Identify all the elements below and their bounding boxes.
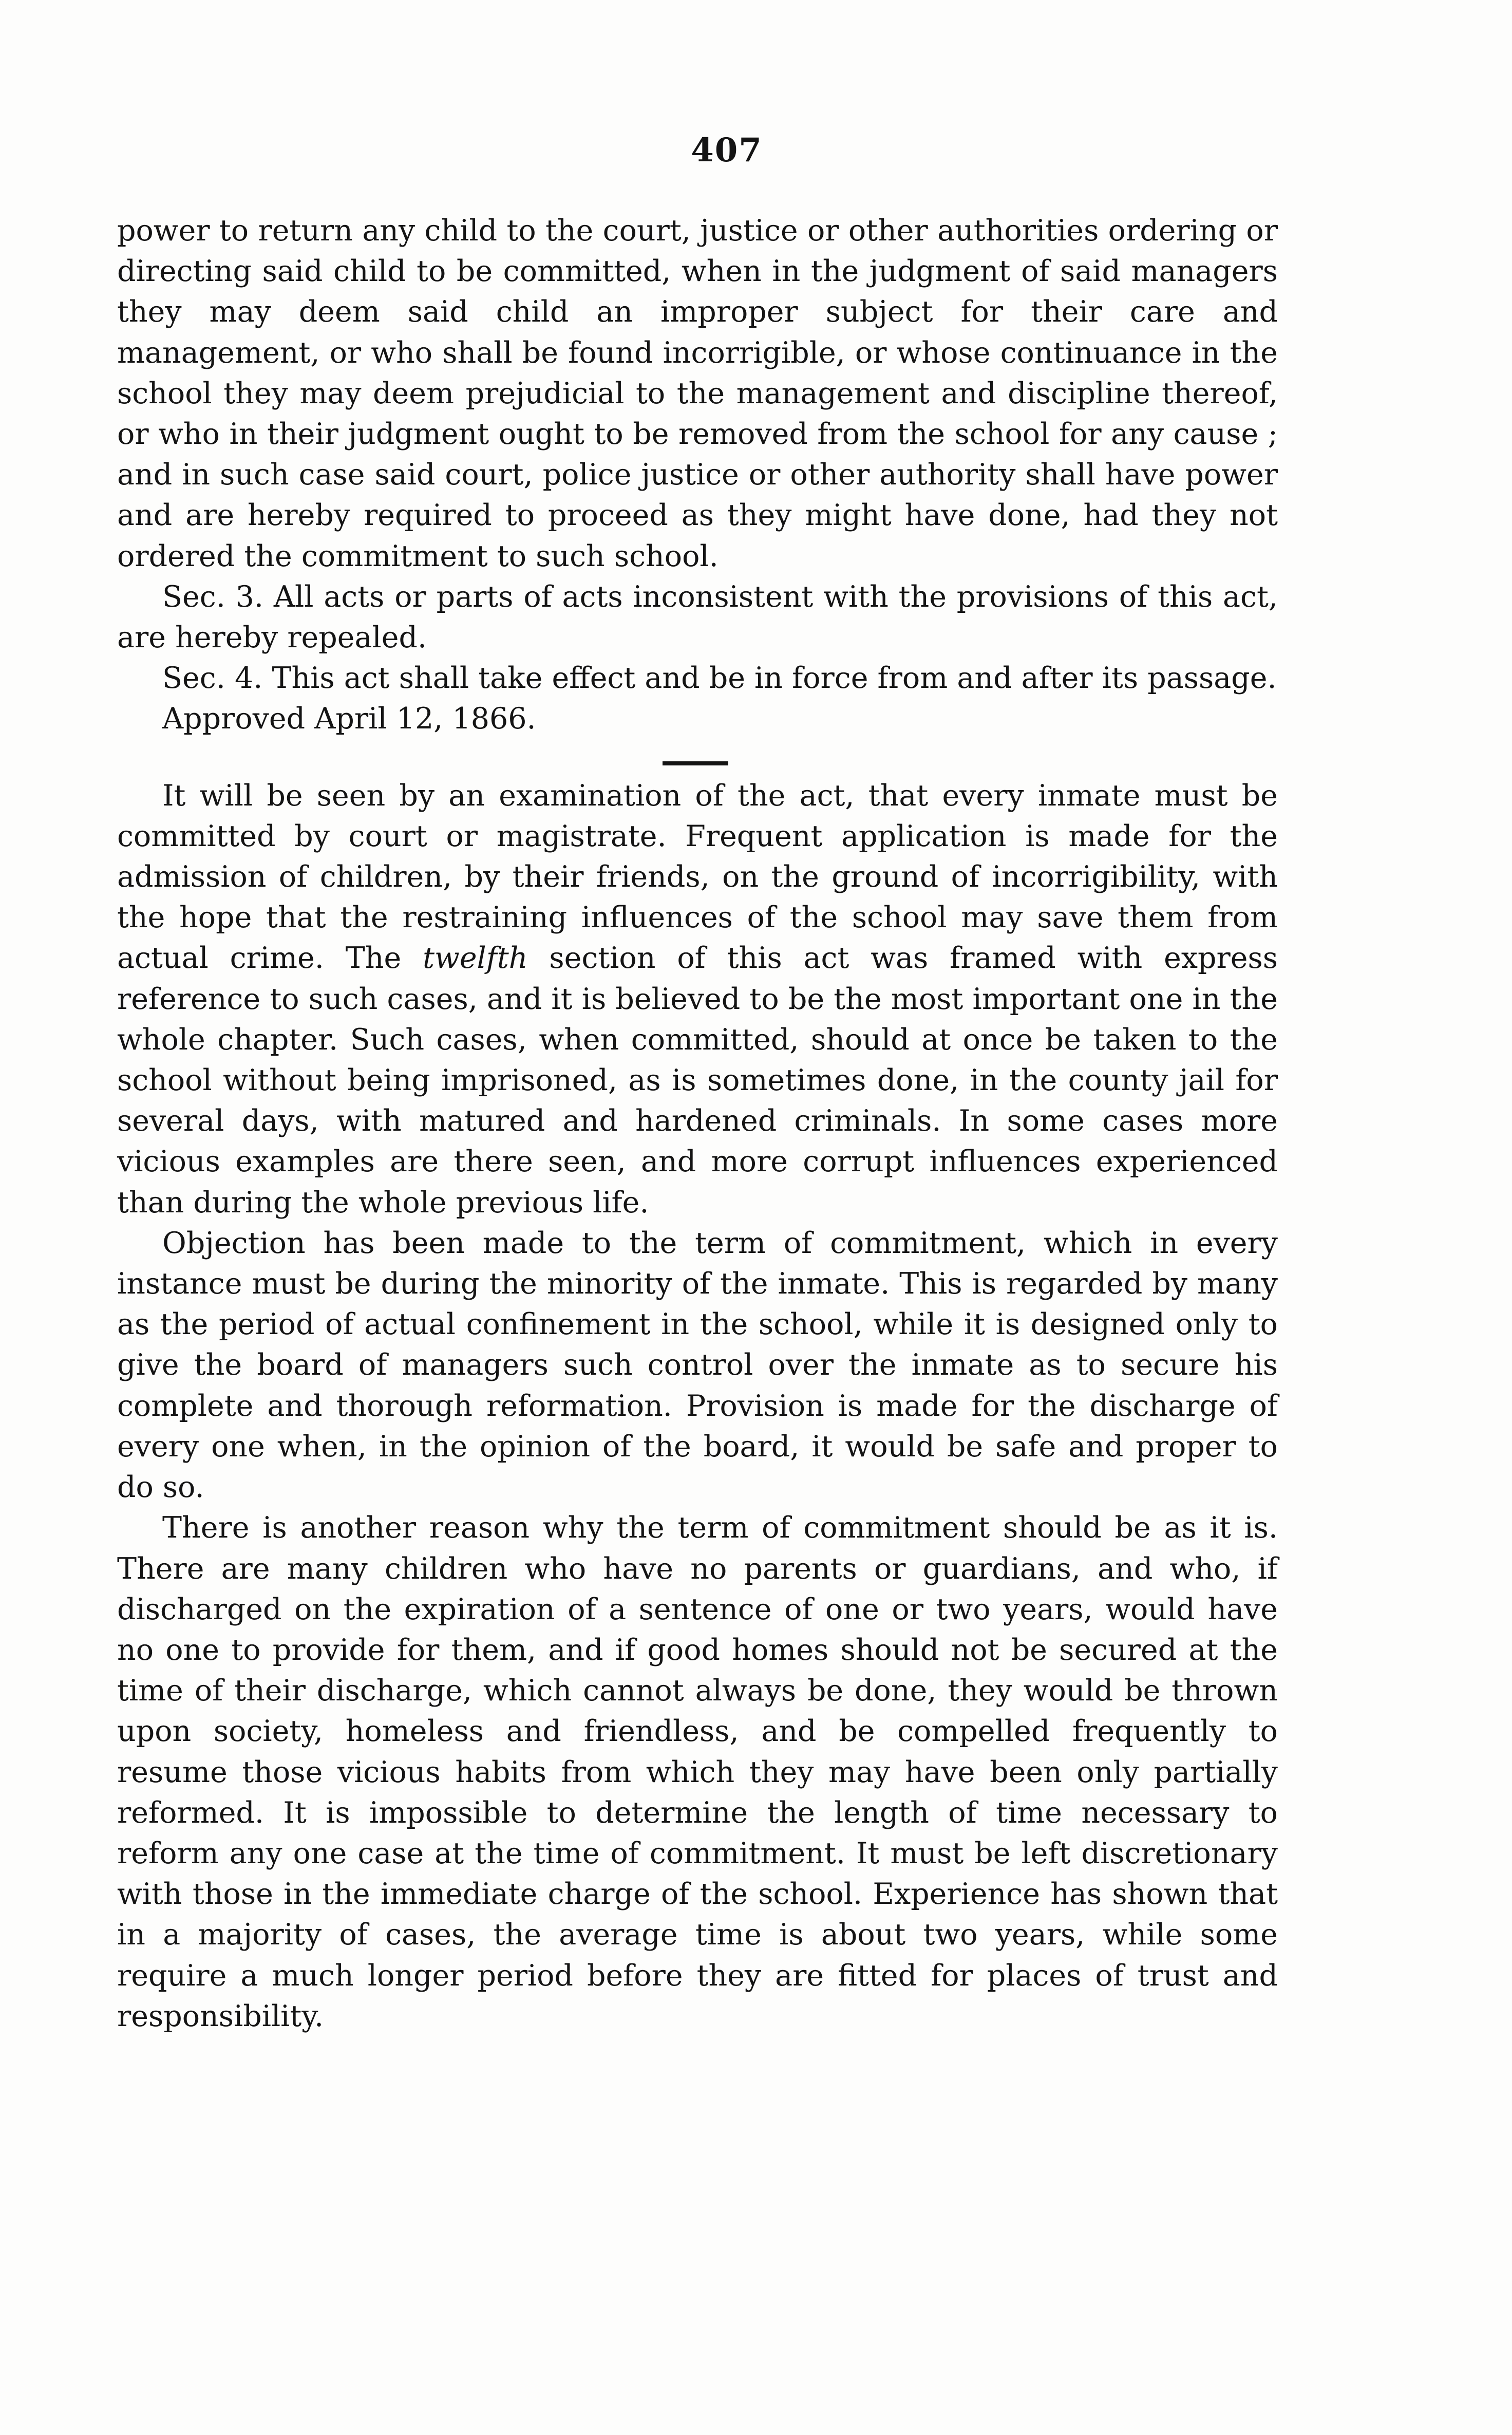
commentary-paragraph-2: Objection has been made to the term of commitment, which in every instance must be during the minority of the inmate. This is regarded by many as the period of actual confinement in the school, while it is designed only to give the board of managers such control over the inmate as to secure his complete and thorough reformation. Provision is made for the discharge of every one when, in the opinion of the board, it would be safe and proper to do so. <box>117 1226 1278 1505</box>
commentary-p1-italic: twelfth <box>423 941 528 976</box>
commentary-paragraph-3: There is another reason why the term of commitment should be as it is. There are many children who have no parents or guardians, and who, if discharged on the expiration of a sentence of one or two years, would have no one to provide for them, and if good homes should not be secured at the time of their discharge, which cannot always be done, they would be thrown upon society, homeless and friendless, and be compelled frequently to resume those vicious habits from which they may have been only partially reformed. It is impossible to determine the length of time necessary to reform any one case at the time of commitment. It must be left discretionary with those in the immediate charge of the school. Experience has shown that in a majority of cases, the average time is about two years, while some require a much longer period before they are fitted for places of trust and responsibility. <box>117 1511 1278 2033</box>
text-column <box>117 211 1278 2037</box>
section-divider <box>663 761 728 765</box>
section-4-paragraph: Sec. 4. This act shall take effect and be in force from and after its passage. <box>162 661 1277 696</box>
approved-date: Approved April 12, 1866. <box>162 702 536 736</box>
section-3-paragraph: Sec. 3. All acts or parts of acts inconsistent with the provisions of this act, are hereby repealed. <box>117 579 1278 655</box>
commentary-paragraph-1 <box>117 776 1278 1223</box>
act-continuation-paragraph: power to return any child to the court, justice or other authorities ordering or directing said child to be committed, when in the judgment of said managers they may deem said child an improper subject for their care and management, or who shall be found incorrigible, or whose continuance in the school they may deem prejudicial to the management and discipline thereof, or who in their judgment ought to be removed from the school for any cause ; and in such case said court, police justice or other authority shall have power and are hereby required to proceed as they might have done, had they not ordered the commitment to such school. <box>117 214 1278 573</box>
commentary-p1-after: section of this act was framed with express reference to such cases, and it is believed to be the most important one in the whole chapter. Such cases, when committed, should at once be taken to the school without being imprisoned, as is sometimes done, in the county jail for several days, with matured and hardened criminals. In some cases more vicious examples are there seen, and more corrupt influences experienced than during the whole previous life. <box>117 941 1278 1220</box>
commentary-p1-before: It will be seen by an examination of the act, that every inmate must be committed by court or magistrate. Frequent application is made for the admission of children, by their friends, on the ground of incorrigibility, with the hope that the restraining influences of the school may save them from actual crime. The <box>117 778 1278 976</box>
page-number: 407 <box>691 131 763 170</box>
